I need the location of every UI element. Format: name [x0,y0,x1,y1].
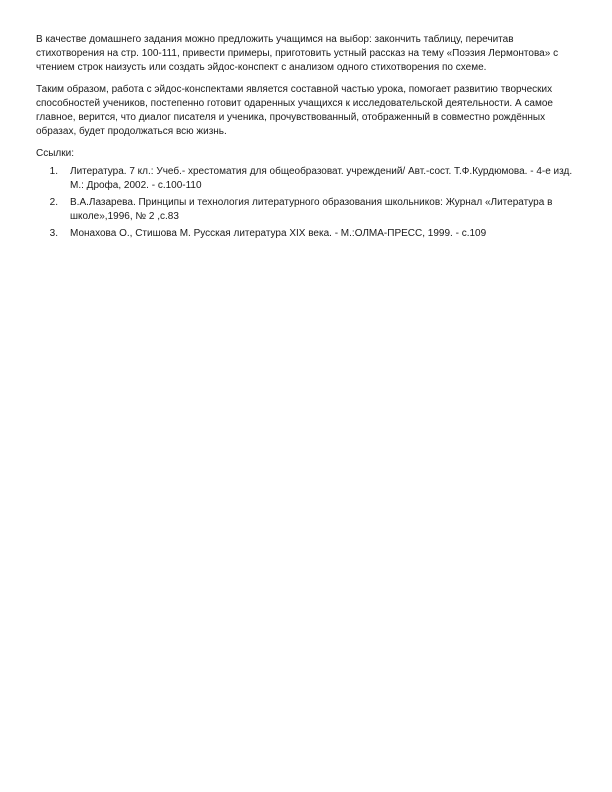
references-list [36,165,576,241]
reference-item [36,227,576,241]
reference-text: Литература. 7 кл.: Учеб.- хрестоматия для общеобразоват. учреждений/ Авт.-сост. Т.Ф.Курдюмова. - 4-е изд. М.: Дрофа, 2002. - с.100-110 [70,166,573,191]
reference-item [36,165,576,193]
reference-item [36,196,576,224]
paragraph-conclusion: Таким образом, работа с эйдос-конспектами является составной частью урока, помогает развитию творческих способностей учеников, постепенно готовит одаренных учащихся к исследовательской деятельности. А самое главное, верится, что диалог писателя и ученика, прочувствованный, отображенный в совместно рождённых образах, будет продолжаться всю жизнь. [36,84,553,137]
reference-text: Монахова О., Стишова М. Русская литература XIX века. - М.:ОЛМА-ПРЕСС, 1999. - с.109 [70,228,487,239]
reference-number: 2. [49,197,58,208]
document-page [36,33,576,244]
references-heading: Ссылки: [36,148,74,159]
reference-number: 1. [49,166,58,177]
paragraph-homework: В качестве домашнего задания можно предложить учащимся на выбор: закончить таблицу, перечитав стихотворения на стр. 100-111, привести примеры, приготовить устный рассказ на тему «Поэзия Лермонтова» с чтением строк наизусть или создать эйдос-конспект с анализом одного стихотворения по схеме. [36,34,559,73]
reference-text: В.А.Лазарева. Принципы и технология литературного образования школьников: Журнал «Литература в школе»,1996, № 2 ,с.83 [70,197,553,222]
reference-number: 3. [49,228,58,239]
